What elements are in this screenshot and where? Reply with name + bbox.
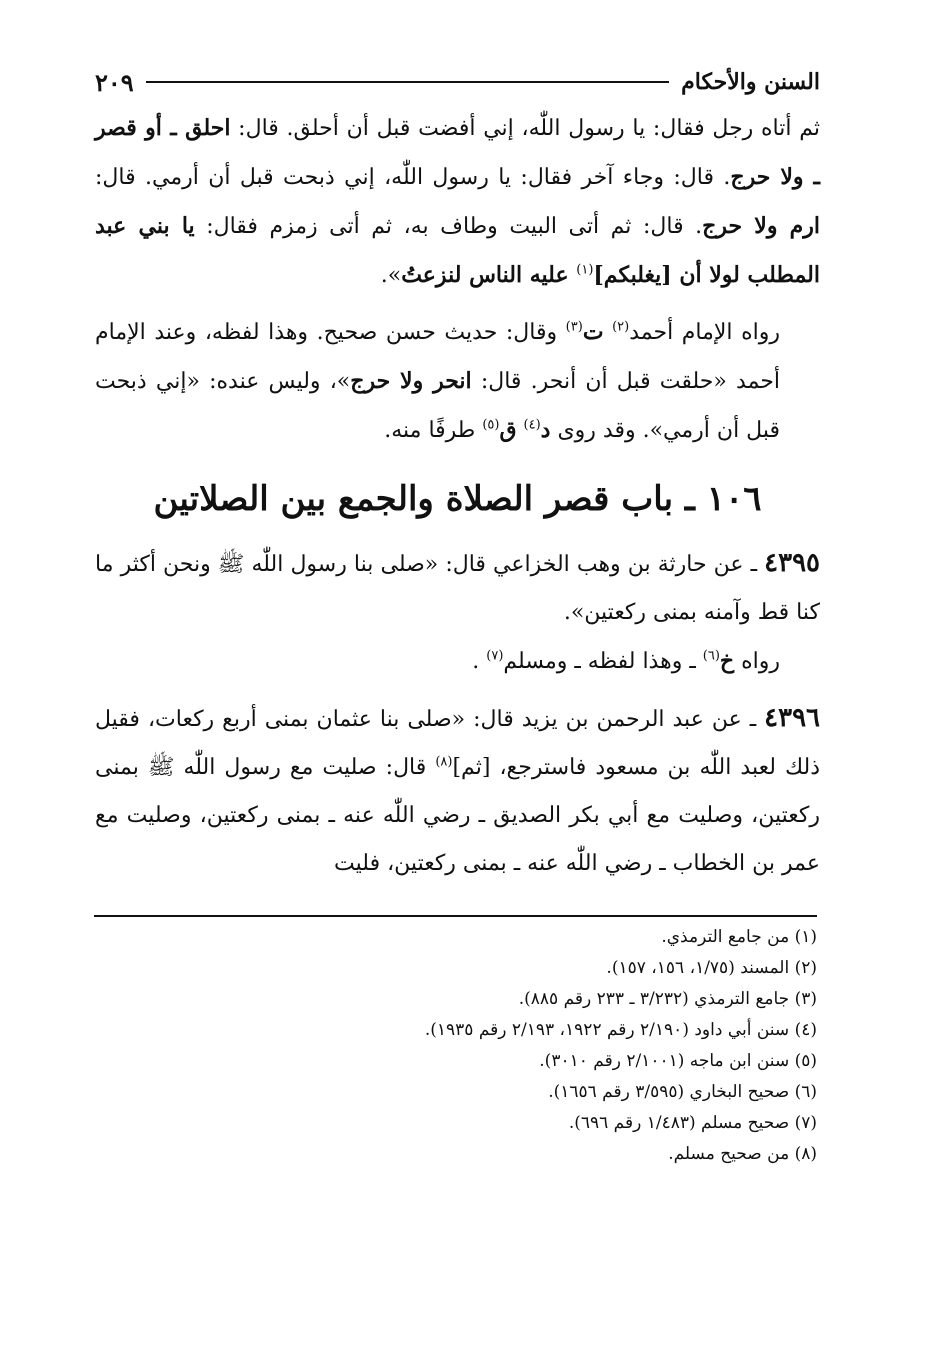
footnote-ref: (٢) bbox=[612, 319, 630, 335]
footnote-ref: (٦) bbox=[702, 648, 720, 664]
footnote-ref: (٥) bbox=[482, 417, 500, 433]
hadith-4396 bbox=[95, 694, 820, 888]
footnotes bbox=[95, 922, 817, 1170]
text-run: طرفًا منه. bbox=[384, 418, 483, 443]
footnote-5: (٥) سنن ابن ماجه (٢/١٠٠١ رقم ٣٠١٠). bbox=[539, 1051, 817, 1071]
chapter-heading: ١٠٦ ـ باب قصر الصلاة والجمع بين الصلاتين bbox=[153, 479, 762, 519]
footnote-2: (٢) المسند (١/٧٥، ١٥٦، ١٥٧). bbox=[606, 958, 817, 978]
footnote-6: (٦) صحيح البخاري (٣/٥٩٥ رقم ١٦٥٦). bbox=[548, 1082, 817, 1102]
footnote-7: (٧) صحيح مسلم (١/٤٨٣ رقم ٦٩٦). bbox=[568, 1113, 817, 1133]
footnote-3: (٣) جامع الترمذي (٣/٢٣٢ ـ ٢٣٣ رقم ٨٨٥). bbox=[518, 989, 817, 1009]
header-rule bbox=[146, 81, 669, 83]
bold-run: احلق ـ أو قصر ـ ولا حرج bbox=[95, 115, 821, 190]
bold-run: ارم ولا حرج bbox=[702, 213, 820, 239]
bold-run: انحر ولا حرج bbox=[350, 368, 472, 394]
text-run: ». bbox=[380, 263, 402, 288]
text-run: رواه الإمام أحمد bbox=[629, 320, 780, 345]
text-run: ـ وهذا لفظه ـ ومسلم bbox=[503, 649, 703, 674]
footnote-ref: (٤) bbox=[523, 417, 541, 433]
hadith-number: ٤٣٩٦ bbox=[764, 703, 820, 733]
bold-run: ت bbox=[582, 319, 604, 345]
footnote-ref: (٣) bbox=[565, 319, 583, 335]
footnote-1: (١) من جامع الترمذي. bbox=[661, 927, 817, 947]
paragraph-4 bbox=[95, 637, 820, 686]
text-run: قال: صليت مع رسول اللّٰه ﷺ بمنى ركعتين، وصليت مع أبي بكر الصديق ـ رضي اللّٰه عنه ـ بمنى ركعتين، وصليت مع عمر بن الخطاب ـ رضي اللّٰه عنه ـ بمنى ركعتين، فليت bbox=[95, 755, 820, 876]
bold-run: خ bbox=[719, 648, 735, 674]
footnote-8: (٨) من صحيح مسلم. bbox=[668, 1144, 817, 1164]
text-run: »، وليس عنده: «إني ذبحت قبل أن أرمي». وقد روى bbox=[95, 369, 780, 443]
running-title: السنن والأحكام bbox=[681, 69, 820, 95]
footnote-ref: (٨) bbox=[435, 754, 453, 770]
bold-run: عليه الناس لنزعتُ bbox=[401, 262, 577, 288]
text-run: وقال: حديث حسن صحيح. وهذا لفظه، وعند الإمام أحمد «حلقت قبل أن أنحر. قال: bbox=[95, 320, 781, 394]
footnote-ref: (٧) bbox=[486, 648, 504, 664]
text-run: . قال: ثم أتى البيت وطاف به، ثم أتى زمزم فقال: bbox=[194, 214, 703, 239]
text-run: ـ عن حارثة بن وهب الخزاعي قال: «صلى بنا رسول اللّٰه ﷺ ونحن أكثر ما كنا قط وآمنه بمنى ركعتين». bbox=[95, 552, 820, 625]
hadith-number: ٤٣٩٥ bbox=[764, 548, 820, 578]
footnote-ref: (١) bbox=[576, 262, 594, 278]
text-run bbox=[517, 418, 524, 443]
footnote-4: (٤) سنن أبي داود (٢/١٩٠ رقم ١٩٢٢، ٢/١٩٣ رقم ١٩٣٥). bbox=[424, 1020, 817, 1040]
paragraph-2 bbox=[95, 308, 820, 455]
text-run: . bbox=[472, 649, 487, 674]
bold-run: ق bbox=[499, 417, 517, 443]
page-number: ٢٠٩ bbox=[95, 67, 134, 97]
running-header bbox=[95, 60, 820, 104]
text-run: . قال: وجاء آخر فقال: يا رسول اللّٰه، إني ذبحت قبل أن أرمي. قال: bbox=[95, 165, 731, 190]
page-body bbox=[95, 60, 820, 888]
text-run bbox=[604, 320, 613, 345]
footnote-rule bbox=[94, 915, 817, 917]
text-run: ثم أتاه رجل فقال: يا رسول اللّٰه، إني أفضت قبل أن أحلق. قال: bbox=[230, 116, 820, 141]
paragraph-1 bbox=[95, 104, 820, 300]
text-run: رواه bbox=[734, 649, 780, 674]
hadith-4395 bbox=[95, 539, 820, 637]
bold-run: د bbox=[540, 417, 551, 443]
text-run: ـ عن عبد الرحمن بن يزيد قال: «صلى بنا عثمان بمنى أربع ركعات، فقيل ذلك لعبد اللّٰه بن مسعود فاسترجع، [ثم] bbox=[95, 707, 820, 780]
bold-run: يا بني عبد المطلب لولا أن [يغلبكم] bbox=[95, 213, 820, 288]
